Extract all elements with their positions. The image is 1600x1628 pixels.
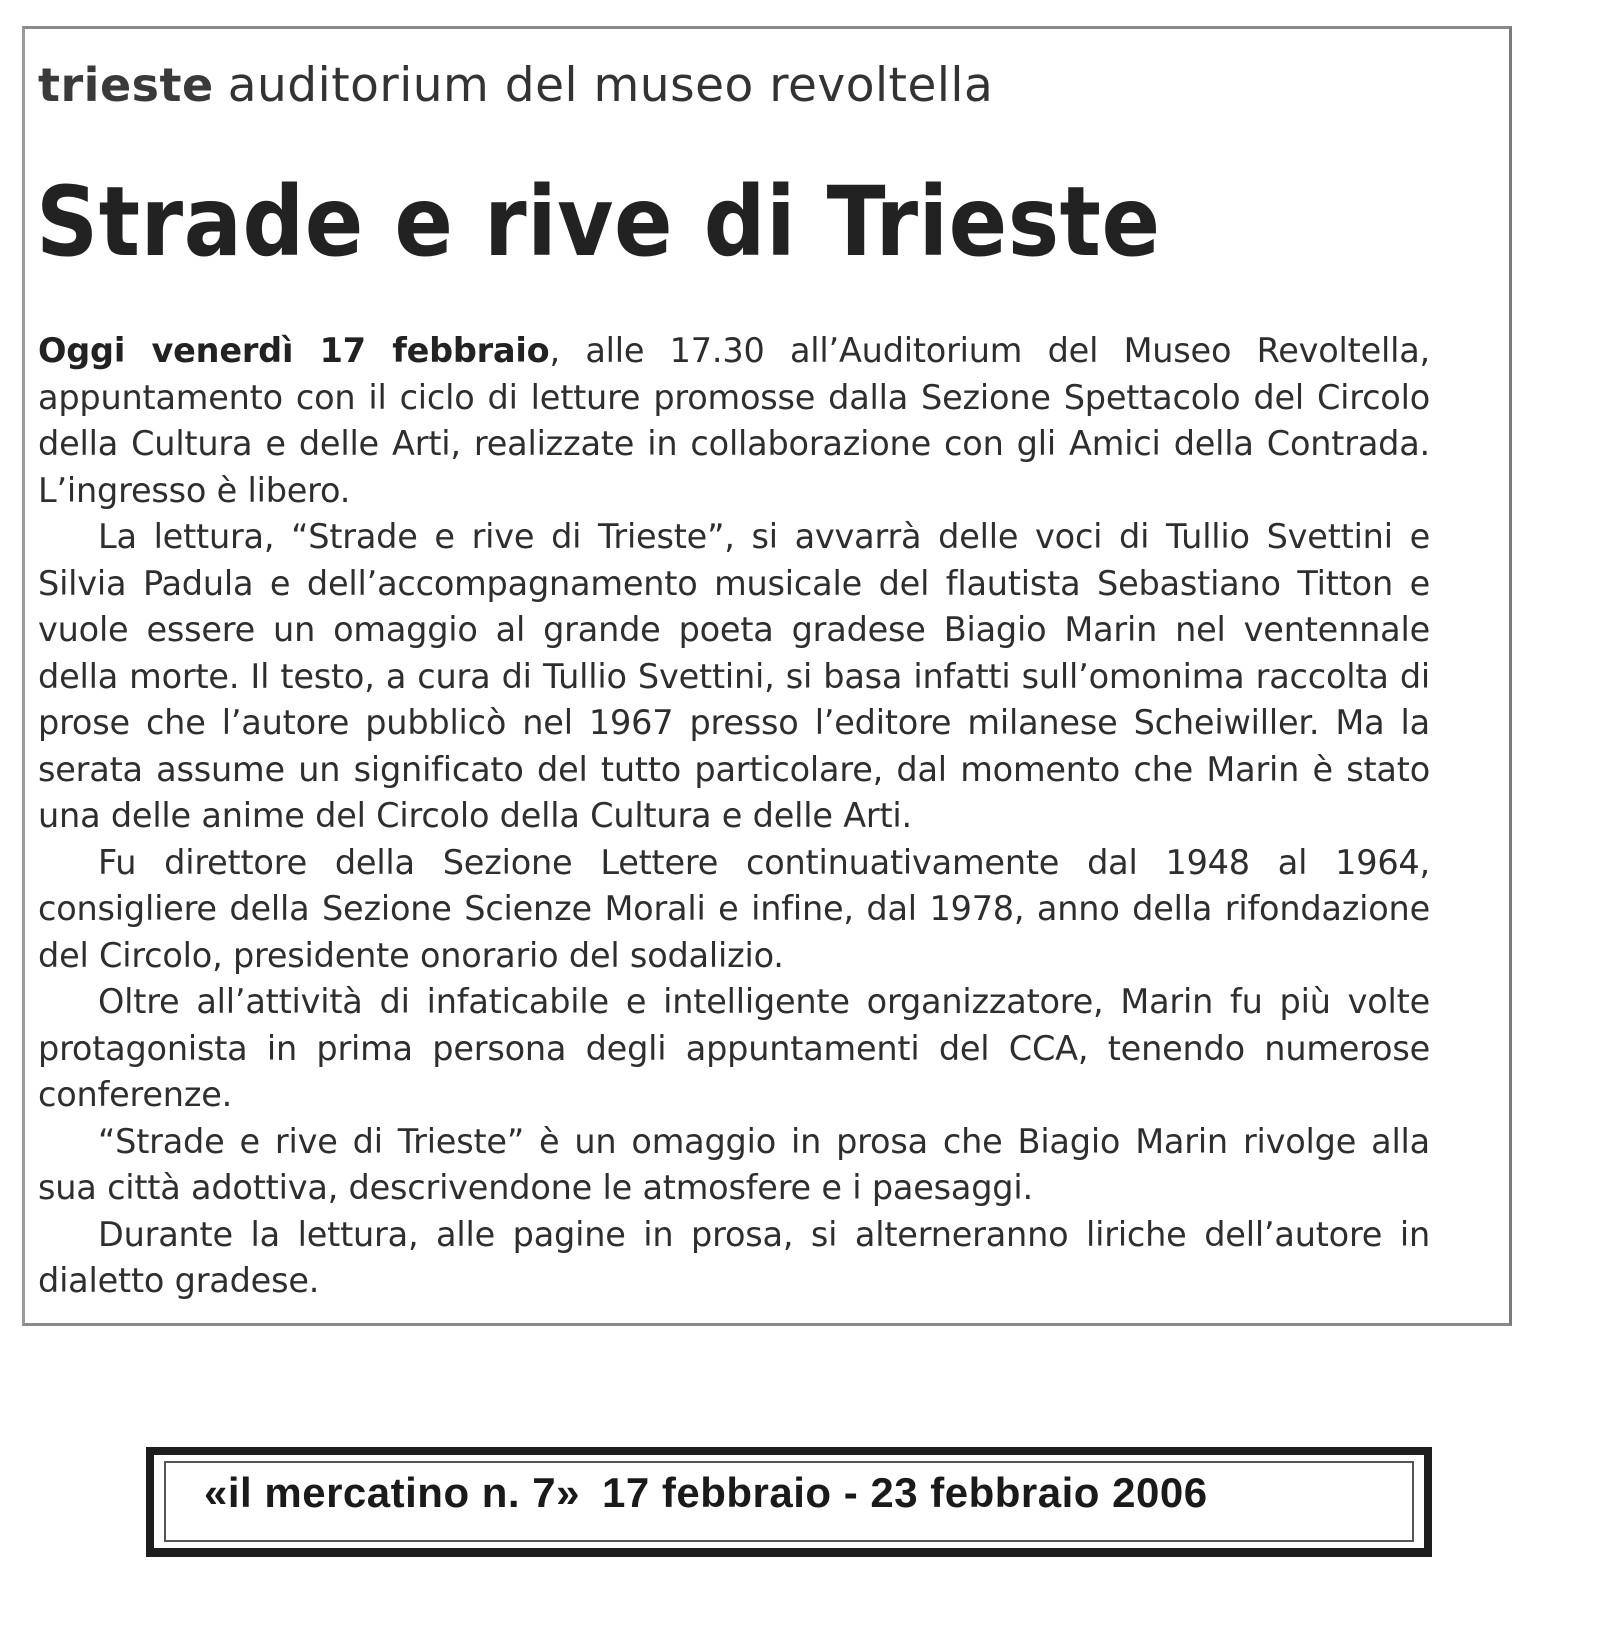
article-paragraph-3: Fu direttore della Sezione Lettere continuativamente dal 1948 al 1964, consigliere della Sezione Scienze Morali e infine, dal 1978, anno della rifondazione del Circolo, presidente onorario del sodalizio. bbox=[38, 842, 1430, 975]
article-kicker bbox=[38, 58, 994, 113]
article-body bbox=[38, 328, 1430, 1305]
article-paragraph-6: Durante la lettura, alle pagine in prosa, si alterneranno liriche dell’autore in dialetto gradese. bbox=[38, 1214, 1430, 1300]
article-headline: Strade e rive di Trieste bbox=[36, 166, 1161, 278]
footer-date-range: 17 febbraio - 23 febbraio 2006 bbox=[601, 1469, 1208, 1516]
article-paragraph-2: La lettura, “Strade e rive di Trieste”, si avvarrà delle voci di Tullio Svettini e Silvia Padula e dell’accompagnamento musicale del flautista Sebastiano Titton e vuole essere un omaggio al grande poeta gradese Biagio Marin nel ventennale della morte. Il testo, a cura di Tullio Svettini, si basa infatti sull’omonima raccolta di prose che l’autore pubblicò nel 1967 presso l’editore milanese Scheiwiller. Ma la serata assume un significato del tutto particolare, dal momento che Marin è stato una delle anime del Circolo della Cultura e delle Arti. bbox=[38, 517, 1430, 835]
article-paragraph-5: “Strade e rive di Trieste” è un omaggio in prosa che Biagio Marin rivolge alla sua città adottiva, descrivendone le atmosfere e i paesaggi. bbox=[38, 1121, 1430, 1207]
lead-strong: Oggi venerdì 17 febbraio bbox=[38, 331, 550, 370]
article-paragraph-4: Oltre all’attività di infaticabile e intelligente organizzatore, Marin fu più volte protagonista in prima persona degli appuntamenti del CCA, tenendo numerose conferenze. bbox=[38, 982, 1430, 1114]
source-footer bbox=[146, 1447, 1432, 1557]
kicker-venue: auditorium del museo revoltella bbox=[227, 58, 994, 113]
footer-publication: «il mercatino n. 7» bbox=[204, 1469, 580, 1516]
footer-text bbox=[204, 1469, 1208, 1517]
article-paragraph-1 bbox=[38, 328, 1430, 514]
paragraph-1-text: , alle 17.30 all’Auditorium del Museo Revoltella, appuntamento con il ciclo di letture promosse dalla Sezione Spettacolo del Circolo della Cultura e delle Arti, realizzate in collaborazione con gli Amici della Contrada. L’ingresso è libero. bbox=[38, 331, 1430, 510]
kicker-city: trieste bbox=[38, 58, 214, 112]
